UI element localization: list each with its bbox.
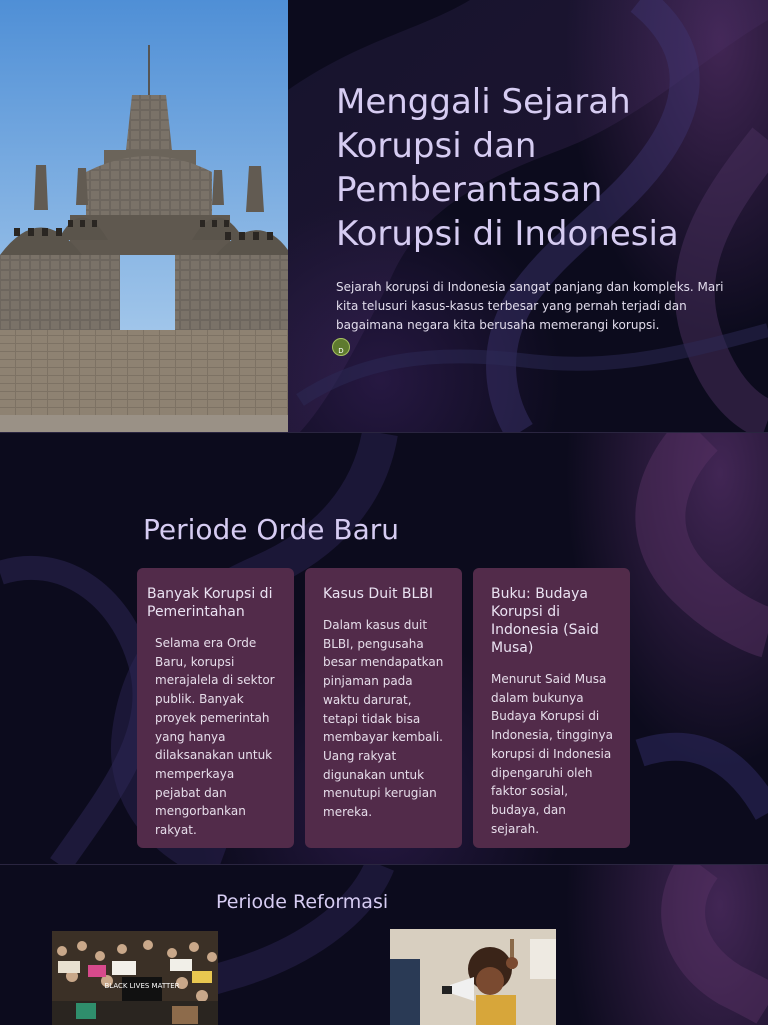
- presentation-description: Sejarah korupsi di Indonesia sangat panjang dan kompleks. Mari kita telusuri kasus-kasus terbesar yang pernah terjadi dan bagaimana negara kita berusaha memerangi korupsi.: [336, 280, 724, 332]
- card-title: Kasus Duit BLBI: [323, 586, 434, 602]
- avatar[interactable]: D: [332, 338, 350, 356]
- card-body: Dalam kasus duit BLBI, pengusaha besar mendapatkan pinjaman pada waktu darurat, tetapi tidak bisa membayar kembali. Uang rakyat digunakan untuk menutupi kerugian mereka.: [323, 618, 444, 820]
- title-slide: [0, 0, 768, 432]
- protest-sign: BLACK LIVES MATTER: [104, 982, 180, 990]
- protester-megaphone-image: [390, 929, 556, 1025]
- card-kasus-blbi: [305, 568, 462, 848]
- borobudur-image: [0, 0, 288, 432]
- card-title: Banyak Korupsi di Pemerintahan: [147, 586, 273, 620]
- protest-crowd-image: [52, 931, 218, 1025]
- card-korupsi-pemerintahan: [137, 568, 294, 848]
- presentation-title: Menggali Sejarah Korupsi dan Pemberantasan Korupsi di Indonesia: [336, 82, 679, 254]
- section-title: Periode Reformasi: [216, 891, 389, 913]
- title-slide-content: [336, 80, 726, 335]
- card-title: Buku: Budaya Korupsi di Indonesia (Said Musa): [491, 586, 599, 656]
- orde-baru-slide: [0, 432, 768, 865]
- card-body: Selama era Orde Baru, korupsi merajalela di sektor publik. Banyak proyek pemerintah yang hanya dilaksanakan untuk memperkaya pejabat dan mengorbankan rakyat.: [155, 636, 275, 838]
- section-title: Periode Orde Baru: [143, 513, 400, 546]
- reformasi-slide: [0, 864, 768, 1025]
- card-body: Menurut Said Musa dalam bukunya Budaya Korupsi di Indonesia, tingginya korupsi di Indonesia dipengaruhi oleh faktor sosial, budaya, dan sejarah.: [491, 672, 613, 836]
- card-buku-budaya-korupsi: [473, 568, 630, 848]
